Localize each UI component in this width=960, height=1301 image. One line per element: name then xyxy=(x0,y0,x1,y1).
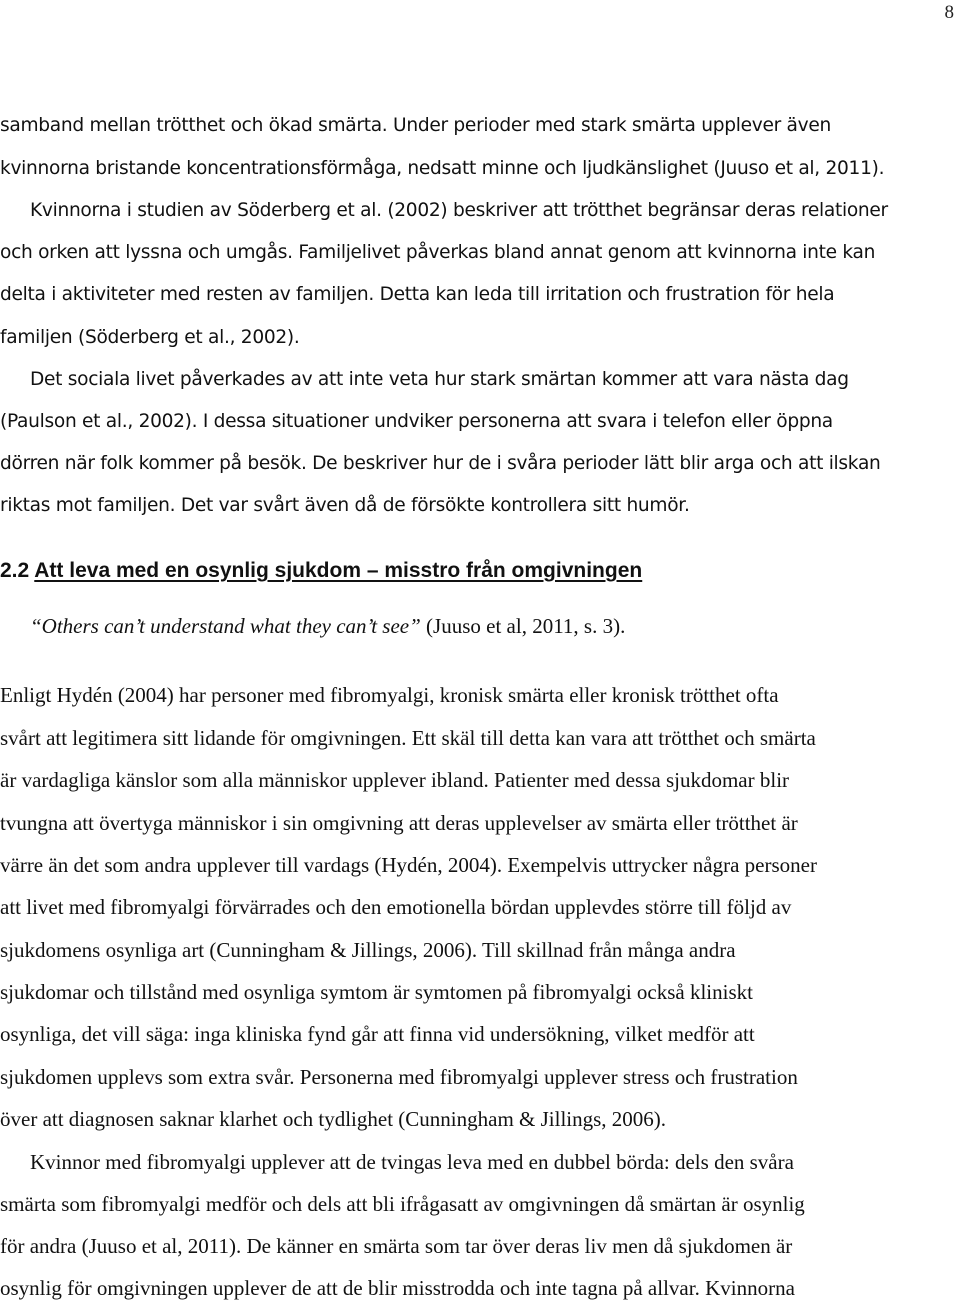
paragraph-line: Kvinnor med fibromyalgi upplever att de tvingas leva med en dubbel börda: dels den svåra xyxy=(30,1150,794,1174)
paragraph-line: samband mellan trötthet och ökad smärta. Under perioder med stark smärta upplever även xyxy=(0,115,831,136)
paragraph-line: delta i aktiviteter med resten av familjen. Detta kan leda till irritation och frustration för hela xyxy=(0,284,835,305)
paragraph-line: Kvinnorna i studien av Söderberg et al. (2002) beskriver att trötthet begränsar deras relationer xyxy=(30,200,888,221)
section-title: Att leva med en osynlig sjukdom – misstro från omgivningen xyxy=(34,559,643,582)
paragraph-line: familjen (Söderberg et al., 2002). xyxy=(0,327,300,348)
paragraph-line: riktas mot familjen. Det var svårt även då de försökte kontrollera sitt humör. xyxy=(0,495,690,516)
paragraph-line: Det sociala livet påverkades av att inte veta hur stark smärtan kommer att vara nästa dag xyxy=(30,369,849,390)
paragraph-line: sjukdomen upplevs som extra svår. Personerna med fibromyalgi upplever stress och frustration xyxy=(0,1065,798,1089)
paragraph-line: (Paulson et al., 2002). I dessa situationer undviker personerna att svara i telefon eller öppna xyxy=(0,411,833,432)
quote-text: “Others can’t understand what they can’t see” xyxy=(30,614,421,638)
paragraph-line: Enligt Hydén (2004) har personer med fibromyalgi, kronisk smärta eller kronisk trötthet ofta xyxy=(0,683,779,707)
paragraph-line: svårt att legitimera sitt lidande för omgivningen. Ett skäl till detta kan vara att trötthet och smärta xyxy=(0,726,816,750)
paragraph-line: osynlig för omgivningen upplever de att de blir misstrodda och inte tagna på allvar. Kvinnorna xyxy=(0,1276,795,1300)
paragraph-line: över att diagnosen saknar klarhet och tydlighet (Cunningham & Jillings, 2006). xyxy=(0,1107,667,1131)
paragraph-line: tvungna att övertyga människor i sin omgivning att deras upplevelser av smärta eller trötthet är xyxy=(0,811,798,835)
paragraph-line: sjukdomar och tillstånd med osynliga symtom är symtomen på fibromyalgi också kliniskt xyxy=(0,980,753,1004)
paragraph-line: för andra (Juuso et al, 2011). De känner en smärta som tar över deras liv men då sjukdomen är xyxy=(0,1234,793,1258)
section-heading xyxy=(0,558,642,584)
paragraph-line: värre än det som andra upplever till vardags (Hydén, 2004). Exempelvis uttrycker några personer xyxy=(0,853,817,877)
page-number: 8 xyxy=(944,2,954,23)
quote-citation: (Juuso et al, 2011, s. 3). xyxy=(420,614,626,638)
paragraph-line: smärta som fibromyalgi medför och dels att bli ifrågasatt av omgivningen då smärtan är osynlig xyxy=(0,1192,805,1216)
quote-line xyxy=(30,614,625,638)
paragraph-line: och orken att lyssna och umgås. Familjelivet påverkas bland annat genom att kvinnorna inte kan xyxy=(0,242,876,263)
paragraph-line: dörren när folk kommer på besök. De beskriver hur de i svåra perioder lätt blir arga och att ilskan xyxy=(0,453,881,474)
paragraph-line: är vardagliga känslor som alla människor upplever ibland. Patienter med dessa sjukdomar blir xyxy=(0,768,790,792)
paragraph-line: sjukdomens osynliga art (Cunningham & Jillings, 2006). Till skillnad från många andra xyxy=(0,938,736,962)
paragraph-line: osynliga, det vill säga: inga kliniska fynd går att finna vid undersökning, vilket medför att xyxy=(0,1022,755,1046)
paragraph-line: kvinnorna bristande koncentrationsförmåga, nedsatt minne och ljudkänslighet (Juuso et al, 2011). xyxy=(0,158,885,179)
section-number: 2.2 xyxy=(0,559,30,582)
paragraph-line: att livet med fibromyalgi förvärrades och den emotionella bördan upplevdes större till följd av xyxy=(0,895,792,919)
